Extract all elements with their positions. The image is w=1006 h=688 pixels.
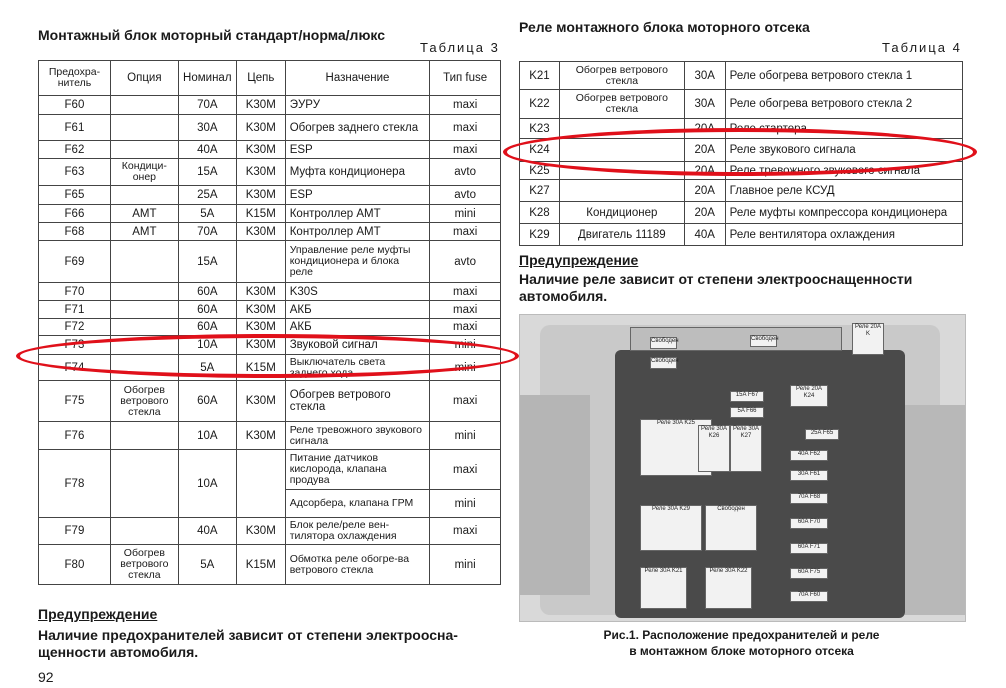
figure-caption: [519, 627, 964, 659]
table-row: F74 5A K15M Выключатель света заднего хода mini: [39, 355, 501, 381]
fuse-label: Свободен: [750, 335, 777, 347]
fuse-label: Свободен: [650, 337, 677, 349]
col-option: Опция: [110, 61, 178, 96]
table-row-highlighted: F73 10A K30M Звуковой сигнал mini: [39, 336, 501, 355]
table-row: Адсорбера, клапана ГРМ mini: [39, 490, 501, 518]
col-fuse: Предохра-нитель: [39, 61, 111, 96]
table-row: K29 Двигатель 11189 40A Реле вентилятора охлаждения: [520, 224, 963, 246]
fuse-label: 60A F75: [790, 568, 828, 579]
table-row: K27 20A Главное реле КСУД: [520, 180, 963, 202]
table-row: F72 60A K30M АКБ maxi: [39, 319, 501, 336]
table-row: F62 40A K30M ESP maxi: [39, 141, 501, 159]
table-row: F60 70A K30M ЭУРУ maxi: [39, 96, 501, 115]
relay-label: Свободен: [705, 505, 757, 551]
caption-line-2: в монтажном блоке моторного отсека: [629, 644, 854, 658]
fuse-box-photo: [519, 314, 966, 622]
right-warning-text: Наличие реле зависит от степени электрооснащенности автомобиля.: [519, 271, 913, 304]
fuse-label: 60A F70: [790, 518, 828, 529]
fuse-table: [38, 60, 501, 585]
table-row: F70 60A K30M K30S maxi: [39, 283, 501, 301]
table-row: F76 10A K30M Реле тревожного звукового сигнала mini: [39, 422, 501, 450]
table-row: K23 20A Реле стартера: [520, 119, 963, 139]
fuse-label: 60A F71: [790, 543, 828, 554]
table-row: F69 15A Управление реле муфты кондиционера и блока реле avto: [39, 241, 501, 283]
col-type: Тип fuse: [430, 61, 501, 96]
relay-label: Реле 30A K22: [705, 567, 752, 609]
caption-line-1: Рис.1. Расположение предохранителей и реле: [603, 628, 880, 642]
page-number: 92: [38, 669, 54, 685]
right-warning-title: Предупреждение: [519, 252, 639, 268]
table-row: F63 Кондици-онер 15A K30M Муфта кондиционера avto: [39, 159, 501, 186]
relay-label: Реле 20A K24: [790, 385, 828, 407]
table-row: F65 25A K30M ESP avto: [39, 186, 501, 205]
table-row: K21 Обогрев ветрового стекла 30A Реле обогрева ветрового стекла 1: [520, 62, 963, 90]
col-purpose: Назначение: [285, 61, 430, 96]
relay-label: Реле 30A K25: [640, 419, 712, 476]
relay-label: Реле 30A K26: [698, 425, 730, 472]
relay-table: [519, 61, 963, 246]
fuse-label: Свободен: [650, 357, 677, 369]
table-row: F80 Обогрев ветрового стекла 5A K15M Обмотка реле обогре-ва ветрового стекла mini: [39, 545, 501, 585]
table-row: F68 AMT 70A K30M Контроллер AMT maxi: [39, 223, 501, 241]
fuse-label: 70A F60: [790, 591, 828, 602]
relay-label: Реле 30A K29: [640, 505, 702, 551]
table-row: F61 30A K30M Обогрев заднего стекла maxi: [39, 115, 501, 141]
table3-label: Таблица 3: [420, 40, 500, 55]
table-row: F75 Обогрев ветрового стекла 60A K30M Обогрев ветрового стекла maxi: [39, 381, 501, 422]
col-circuit: Цепь: [236, 61, 285, 96]
fuse-label: 70A F68: [790, 493, 828, 504]
table4-label: Таблица 4: [882, 40, 962, 55]
right-title: Реле монтажного блока моторного отсека: [519, 19, 810, 35]
table-row: K28 Кондиционер 20A Реле муфты компрессора кондиционера: [520, 202, 963, 224]
table-row: F79 40A K30M Блок реле/реле вен-тилятора охлаждения maxi: [39, 518, 501, 545]
table-row: F66 AMT 5A K15M Контроллер AMT mini: [39, 205, 501, 223]
table-row: K25 20A Реле тревожного звукового сигнала: [520, 162, 963, 180]
relay-label: Реле 20A K: [852, 323, 884, 355]
fuse-label: 25A F65: [805, 429, 839, 440]
table-row: F71 60A K30M АКБ maxi: [39, 301, 501, 319]
relay-label: Реле 30A K21: [640, 567, 687, 609]
left-warning-text: Наличие предохранителей зависит от степени электроосна-щенности автомобиля.: [38, 627, 458, 660]
fuse-label: 15A F67: [730, 391, 764, 402]
left-warning-title: Предупреждение: [38, 606, 158, 622]
fuse-label: 5A F66: [730, 407, 764, 418]
table-row: F78 10A Питание датчиков кислорода, клапана продува maxi: [39, 450, 501, 490]
relay-label: Реле 30A K27: [730, 425, 762, 472]
fuse-label: 40A F62: [790, 450, 828, 461]
col-rating: Номинал: [178, 61, 236, 96]
left-title: Монтажный блок моторный стандарт/норма/люкс: [38, 27, 386, 43]
table-row-highlighted: K24 20A Реле звукового сигнала: [520, 139, 963, 162]
table-row: K22 Обогрев ветрового стекла 30A Реле обогрева ветрового стекла 2: [520, 90, 963, 119]
fuse-label: 30A F61: [790, 470, 828, 481]
